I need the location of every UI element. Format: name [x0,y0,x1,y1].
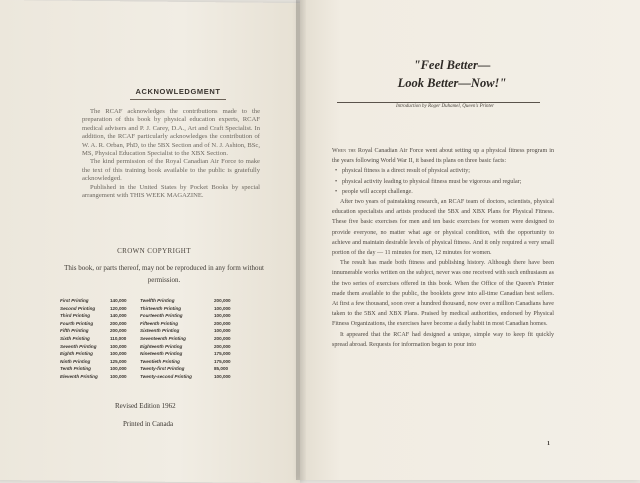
printing-label: Eighteenth Printing [140,343,183,349]
list-item: • physical fitness is a direct result of physical activity; [342,166,554,176]
printing-label: Twenty-first Printing [140,366,185,372]
printing-count: 175,000 [214,351,231,357]
printing-label: Sixteenth Printing [140,328,180,334]
printing-label: Eighth Printing [60,351,93,357]
printing-label: Twelfth Printing [140,298,175,303]
acknowledgment-paragraph: The RCAF acknowledges the contributions made to the preparation of this book by physical education experts, RCAF medical advisers and P. J. Carey, D.A., Art and Craft Specialist. In addition, the RCAF particularly acknowledges the contribution of W. A. R. Orban, PhD, to the 5BX Section and of N. J. Ashton, BSc, MS, Physical Education Specialist to the XBX Section. [82,108,260,158]
printing-count: 140,000 [110,313,127,319]
printing-count: 200,000 [110,328,127,334]
printing-label: Fourth Printing [60,320,94,326]
copyright-text: This book, or parts thereof, may not be reproduced in any form without permission. [64,264,264,284]
printing-count: 200,000 [214,298,231,303]
revised-edition: Revised Edition 1962 [115,402,176,410]
printing-count: 100,000 [214,305,231,311]
printing-count: 100,000 [110,351,127,357]
printing-label: Fourteenth Printing [140,313,183,319]
chapter-title-line: Look Better—Now!" [397,76,507,90]
printing-count: 120,000 [110,305,127,311]
printing-label: Fifteenth Printing [140,320,179,326]
opening-paragraph [332,146,554,166]
copyright-heading: CROWN COPYRIGHT [117,247,191,255]
printing-label: Nineteenth Printing [140,351,183,357]
printing-label: Ninth Printing [60,358,91,364]
printing-label: First Printing [60,298,89,303]
printing-count: 100,000 [110,373,127,379]
printed-in: Printed in Canada [123,420,174,428]
printing-count: 100,000 [214,373,231,379]
printing-history-table [60,298,260,379]
page-number: 1 [547,441,550,447]
printing-count: 200,000 [110,320,127,326]
printing-label: Second Printing [60,305,96,311]
opening-text: Royal Canadian Air Force went about setting up a physical fitness program in the years following World War II, it based its plans on three basic facts: [332,148,554,165]
printing-count: 100,000 [214,313,231,319]
book-gutter [296,0,306,480]
basic-facts-list [332,166,554,197]
body-paragraph: It appeared that the RCAF had designed a unique, simple way to keep fit quickly spread abroad. Requests for information began to pour into [332,331,554,348]
printing-label: Thirteenth Printing [140,305,182,311]
acknowledgment-body [82,108,260,200]
printing-label: Tenth Printing [60,366,91,372]
introduction-body [332,146,554,350]
introduction-credit: Introduction by Roger Duhamel, Queen's Printer [395,104,495,109]
body-paragraph: After two years of painstaking research, an RCAF team of doctors, scientists, physical education specialists and artists produced the 5BX and XBX Plans for Physical Fitness. These five basic exercises for men and ten basic exercises for women were designed to provide everyone, no matter what age or physical condition, with the opportunity to achieve and maintain desirable levels of physical fitness. And it only required a very small portion of the day — 11 minutes for men, 12 minutes for women. [332,199,554,257]
printing-label: Twenty-second Printing [140,373,192,379]
printing-count: 200,000 [214,343,231,349]
printing-count: 200,000 [214,335,231,341]
acknowledgment-heading: ACKNOWLEDGMENT [135,87,221,96]
printing-count: 100,000 [110,343,127,349]
printing-count: 125,000 [110,358,127,364]
printing-count: 200,000 [214,320,231,326]
chapter-title [332,56,572,92]
printing-count: 100,000 [214,328,231,334]
list-item: • people will accept challenge. [342,187,554,197]
printing-label: Fifth Printing [60,328,89,334]
acknowledgment-paragraph: The kind permission of the Royal Canadian Air Force to make the text of this training book available to the public is gratefully acknowledged. [82,158,260,183]
printing-count: 100,000 [110,366,127,372]
body-paragraph: The result has made both fitness and publishing history. Although there have been innumerable works written on the subject, never was one received with such enthusiasm as the two series of exercises offered in this book. When the Office of the Queen's Printer made them available to the public, the booklets grew into all-time Canadian best sellers. At first a few thousand, soon over a hundred thousand, now over a million Canadians have taken to the 5BX and XBX Plans. Praised by medical authorities, endorsed by Physical Fitness Organizations, the exercises have become a daily habit in most Canadian homes. [332,260,554,328]
printing-label: Seventh Printing [60,343,97,349]
printing-count: 110,000 [110,335,127,341]
acknowledgment-rule [130,99,226,100]
printing-count: 85,000 [214,366,229,372]
printing-label: Twentieth Printing [140,358,180,364]
printing-label: Sixth Printing [60,335,90,341]
title-rule [337,102,540,103]
left-page [0,0,305,483]
printing-label: Third Printing [60,313,91,319]
printing-count: 140,000 [110,298,127,303]
chapter-title-line: "Feel Better— [413,58,491,72]
printing-label: Seventeenth Printing [140,335,186,341]
opening-smallcaps: When the [332,148,356,154]
list-item: • physical activity leading to physical fitness must be vigorous and regular; [342,177,554,187]
printing-label: Eleventh Printing [60,373,98,379]
printing-count: 175,000 [214,358,231,364]
acknowledgment-paragraph: Published in the United States by Pocket Books by special arrangement with THIS WEEK MAGAZINE. [82,183,260,200]
